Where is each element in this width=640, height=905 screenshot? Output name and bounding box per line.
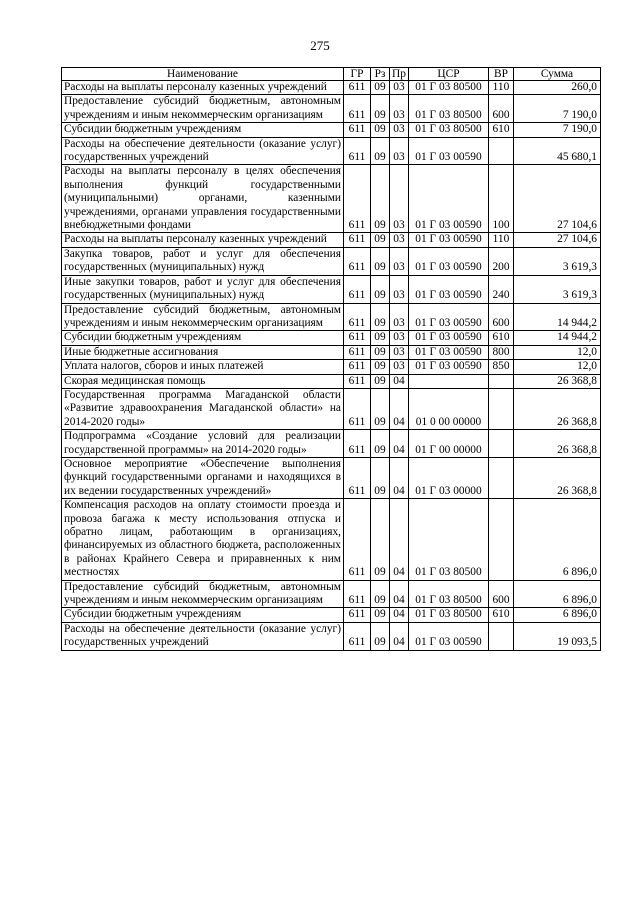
- header-csr: ЦСР: [409, 68, 489, 81]
- cell-rz: 09: [371, 374, 390, 388]
- cell-gr: 611: [344, 580, 371, 608]
- cell-gr: 611: [344, 95, 371, 123]
- cell-sum: 45 680,1: [514, 137, 601, 165]
- cell-name: Закупка товаров, работ и услуг для обеспечения государственных (муниципальных) нужд: [62, 247, 344, 275]
- cell-vr: [489, 430, 514, 458]
- cell-csr: 01 Г 03 00000: [409, 457, 489, 498]
- cell-vr: 610: [489, 608, 514, 622]
- cell-name: Иные бюджетные ассигнования: [62, 345, 344, 359]
- cell-pr: 03: [390, 275, 409, 303]
- cell-name: Расходы на обеспечение деятельности (оказание услуг) государственных учреждений: [62, 622, 344, 650]
- cell-name: Предоставление субсидий бюджетным, автономным учреждениям и иным некоммерческим организациям: [62, 303, 344, 331]
- cell-csr: 01 Г 03 00590: [409, 331, 489, 345]
- cell-rz: 09: [371, 388, 390, 429]
- cell-gr: 611: [344, 233, 371, 247]
- cell-rz: 09: [371, 275, 390, 303]
- cell-vr: 600: [489, 303, 514, 331]
- cell-gr: 611: [344, 622, 371, 650]
- table-row: [62, 457, 601, 498]
- cell-vr: [489, 622, 514, 650]
- cell-sum: 26 368,8: [514, 430, 601, 458]
- cell-rz: 09: [371, 608, 390, 622]
- table-row: [62, 233, 601, 247]
- cell-vr: 240: [489, 275, 514, 303]
- header-row: [62, 68, 601, 81]
- page-number: 275: [310, 38, 330, 53]
- cell-sum: 27 104,6: [514, 165, 601, 233]
- cell-vr: 610: [489, 123, 514, 137]
- cell-sum: 14 944,2: [514, 331, 601, 345]
- cell-csr: 01 Г 03 00590: [409, 303, 489, 331]
- cell-gr: 611: [344, 345, 371, 359]
- cell-name: Предоставление субсидий бюджетным, автономным учреждениям и иным некоммерческим организациям: [62, 95, 344, 123]
- cell-pr: 04: [390, 499, 409, 580]
- cell-pr: 03: [390, 360, 409, 374]
- cell-pr: 03: [390, 233, 409, 247]
- table-row: [62, 81, 601, 95]
- cell-name: Субсидии бюджетным учреждениям: [62, 123, 344, 137]
- cell-csr: 01 Г 03 00590: [409, 137, 489, 165]
- cell-rz: 09: [371, 345, 390, 359]
- cell-sum: 7 190,0: [514, 95, 601, 123]
- cell-csr: 01 Г 03 00590: [409, 345, 489, 359]
- cell-csr: 01 Г 03 80500: [409, 580, 489, 608]
- cell-gr: 611: [344, 608, 371, 622]
- cell-csr: 01 Г 00 00000: [409, 430, 489, 458]
- cell-vr: 600: [489, 580, 514, 608]
- table-body: [62, 81, 601, 651]
- cell-gr: 611: [344, 247, 371, 275]
- cell-rz: 09: [371, 430, 390, 458]
- cell-vr: 610: [489, 331, 514, 345]
- cell-name: Подпрограмма «Создание условий для реализации государственной программы» на 2014-2020 годы»: [62, 430, 344, 458]
- table-row: [62, 388, 601, 429]
- cell-csr: 01 0 00 00000: [409, 388, 489, 429]
- cell-pr: 04: [390, 580, 409, 608]
- cell-gr: 611: [344, 457, 371, 498]
- cell-rz: 09: [371, 81, 390, 95]
- cell-name: Расходы на выплаты персоналу казенных учреждений: [62, 81, 344, 95]
- cell-pr: 04: [390, 388, 409, 429]
- cell-vr: [489, 388, 514, 429]
- cell-sum: 6 896,0: [514, 608, 601, 622]
- table-row: [62, 608, 601, 622]
- cell-vr: 200: [489, 247, 514, 275]
- cell-name: Субсидии бюджетным учреждениям: [62, 331, 344, 345]
- cell-rz: 09: [371, 622, 390, 650]
- table-row: [62, 331, 601, 345]
- cell-vr: [489, 499, 514, 580]
- table-row: [62, 580, 601, 608]
- cell-rz: 09: [371, 233, 390, 247]
- cell-vr: [489, 137, 514, 165]
- cell-gr: 611: [344, 499, 371, 580]
- cell-gr: 611: [344, 275, 371, 303]
- cell-pr: 03: [390, 95, 409, 123]
- table-row: [62, 165, 601, 233]
- cell-pr: 03: [390, 165, 409, 233]
- cell-vr: [489, 374, 514, 388]
- cell-rz: 09: [371, 137, 390, 165]
- cell-gr: 611: [344, 81, 371, 95]
- cell-sum: 26 368,8: [514, 374, 601, 388]
- cell-gr: 611: [344, 360, 371, 374]
- header-rz: Рз: [371, 68, 390, 81]
- cell-name: Субсидии бюджетным учреждениям: [62, 608, 344, 622]
- cell-rz: 09: [371, 580, 390, 608]
- cell-sum: 26 368,8: [514, 388, 601, 429]
- cell-name: Уплата налогов, сборов и иных платежей: [62, 360, 344, 374]
- table-row: [62, 345, 601, 359]
- table-row: [62, 123, 601, 137]
- cell-sum: 12,0: [514, 345, 601, 359]
- cell-vr: 110: [489, 81, 514, 95]
- cell-rz: 09: [371, 123, 390, 137]
- table-row: [62, 374, 601, 388]
- cell-rz: 09: [371, 499, 390, 580]
- cell-vr: 850: [489, 360, 514, 374]
- table-row: [62, 275, 601, 303]
- cell-sum: 3 619,3: [514, 275, 601, 303]
- table-row: [62, 303, 601, 331]
- cell-gr: 611: [344, 137, 371, 165]
- cell-name: Предоставление субсидий бюджетным, автономным учреждениям и иным некоммерческим организациям: [62, 580, 344, 608]
- header-vr: ВР: [489, 68, 514, 81]
- cell-gr: 611: [344, 303, 371, 331]
- table-row: [62, 95, 601, 123]
- cell-pr: 03: [390, 81, 409, 95]
- cell-rz: 09: [371, 95, 390, 123]
- cell-name: Иные закупки товаров, работ и услуг для обеспечения государственных (муниципальных) нужд: [62, 275, 344, 303]
- cell-gr: 611: [344, 165, 371, 233]
- cell-vr: [489, 457, 514, 498]
- cell-csr: 01 Г 03 00590: [409, 247, 489, 275]
- cell-name: Государственная программа Магаданской области «Развитие здравоохранения Магаданской области» на 2014-2020 годы»: [62, 388, 344, 429]
- cell-pr: 03: [390, 123, 409, 137]
- cell-gr: 611: [344, 331, 371, 345]
- cell-sum: 6 896,0: [514, 499, 601, 580]
- cell-vr: 800: [489, 345, 514, 359]
- cell-csr: 01 Г 03 80500: [409, 123, 489, 137]
- cell-sum: 27 104,6: [514, 233, 601, 247]
- cell-rz: 09: [371, 165, 390, 233]
- cell-gr: 611: [344, 123, 371, 137]
- cell-name: Расходы на выплаты персоналу в целях обеспечения выполнения функций государственными (муниципальными) органами, казенными учреждениями, органами управления государственными внебюджетными фондами: [62, 165, 344, 233]
- cell-gr: 611: [344, 388, 371, 429]
- cell-vr: 110: [489, 233, 514, 247]
- cell-gr: 611: [344, 374, 371, 388]
- cell-csr: 01 Г 03 80500: [409, 608, 489, 622]
- table-row: [62, 360, 601, 374]
- cell-gr: 611: [344, 430, 371, 458]
- cell-pr: 04: [390, 622, 409, 650]
- table-row: [62, 622, 601, 650]
- cell-pr: 03: [390, 303, 409, 331]
- cell-sum: 6 896,0: [514, 580, 601, 608]
- cell-rz: 09: [371, 360, 390, 374]
- cell-name: Скорая медицинская помощь: [62, 374, 344, 388]
- cell-pr: 04: [390, 457, 409, 498]
- header-pr: Пр: [390, 68, 409, 81]
- cell-pr: 03: [390, 331, 409, 345]
- cell-rz: 09: [371, 457, 390, 498]
- header-name: Наименование: [62, 68, 344, 81]
- cell-csr: 01 Г 03 80500: [409, 499, 489, 580]
- table-row: [62, 247, 601, 275]
- cell-pr: 03: [390, 247, 409, 275]
- cell-sum: 7 190,0: [514, 123, 601, 137]
- cell-sum: 12,0: [514, 360, 601, 374]
- header-gr: ГР: [344, 68, 371, 81]
- cell-name: Расходы на обеспечение деятельности (оказание услуг) государственных учреждений: [62, 137, 344, 165]
- cell-pr: 04: [390, 430, 409, 458]
- cell-sum: 260,0: [514, 81, 601, 95]
- cell-csr: 01 Г 03 80500: [409, 95, 489, 123]
- cell-rz: 09: [371, 303, 390, 331]
- cell-rz: 09: [371, 331, 390, 345]
- cell-name: Расходы на выплаты персоналу казенных учреждений: [62, 233, 344, 247]
- cell-sum: 19 093,5: [514, 622, 601, 650]
- cell-pr: 03: [390, 345, 409, 359]
- header-sum: Сумма: [514, 68, 601, 81]
- cell-pr: 04: [390, 374, 409, 388]
- cell-vr: 600: [489, 95, 514, 123]
- cell-sum: 3 619,3: [514, 247, 601, 275]
- cell-pr: 04: [390, 608, 409, 622]
- cell-csr: [409, 374, 489, 388]
- cell-csr: 01 Г 03 00590: [409, 275, 489, 303]
- cell-rz: 09: [371, 247, 390, 275]
- table-row: [62, 430, 601, 458]
- table-header: [62, 68, 601, 81]
- table-row: [62, 137, 601, 165]
- cell-sum: 26 368,8: [514, 457, 601, 498]
- cell-name: Основное мероприятие «Обеспечение выполнения функций государственными органами и находящихся в их ведении государственных учреждений»: [62, 457, 344, 498]
- cell-csr: 01 Г 03 00590: [409, 360, 489, 374]
- budget-table: [61, 67, 601, 651]
- table-row: [62, 499, 601, 580]
- cell-name: Компенсация расходов на оплату стоимости проезда и провоза багажа к месту использования отпуска и обратно лицам, работающим в организациях, финансируемых из областного бюджета, расположенных в районах Крайнего Севера и приравненных к ним местностях: [62, 499, 344, 580]
- cell-sum: 14 944,2: [514, 303, 601, 331]
- cell-csr: 01 Г 03 80500: [409, 81, 489, 95]
- cell-csr: 01 Г 03 00590: [409, 233, 489, 247]
- cell-csr: 01 Г 03 00590: [409, 165, 489, 233]
- cell-pr: 03: [390, 137, 409, 165]
- cell-csr: 01 Г 03 00590: [409, 622, 489, 650]
- cell-vr: 100: [489, 165, 514, 233]
